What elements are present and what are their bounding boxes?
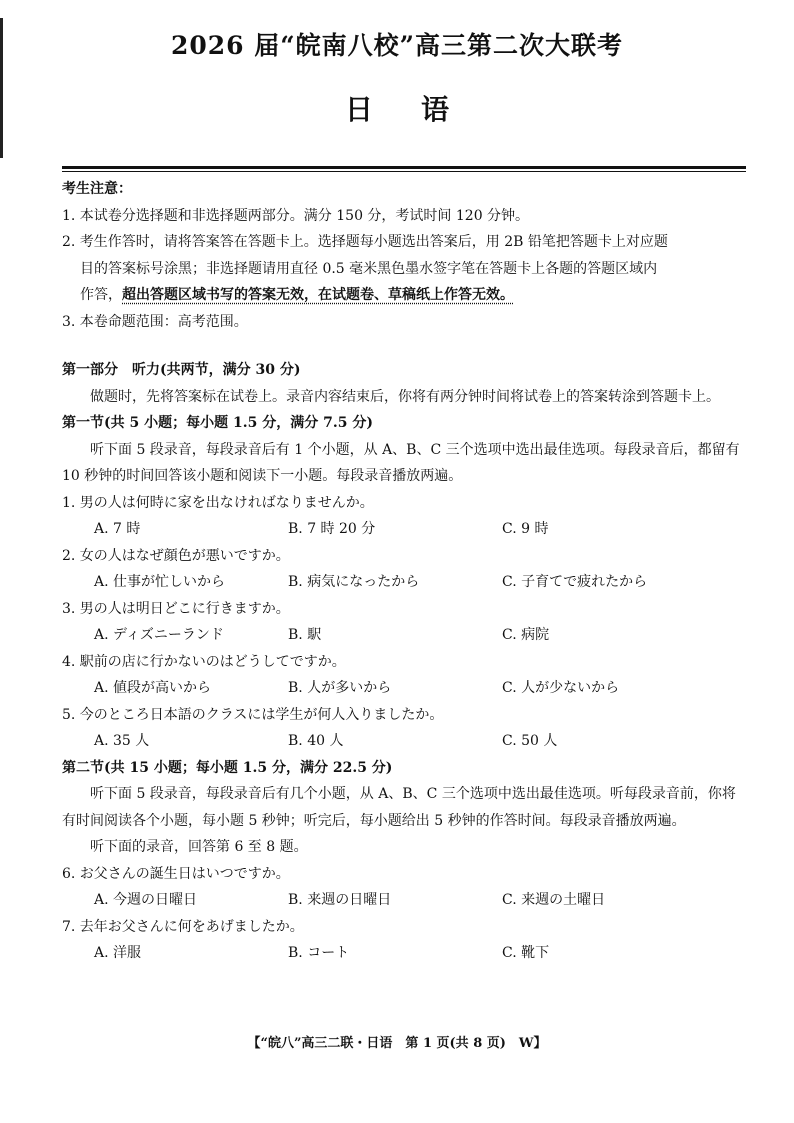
question-5 <box>62 702 748 755</box>
page-content <box>62 176 748 967</box>
option-a: A. 7 時 <box>94 521 141 537</box>
option-c: C. 病院 <box>502 627 550 643</box>
question-text: 5. 今のところ日本語のクラスには学生が何人入りましたか。 <box>62 706 444 723</box>
notice-item-2c-prefix: 作答， <box>80 287 122 303</box>
notice-emphasis: 超出答题区域书写的答案无效，在试题卷、草稿纸上作答无效。 <box>122 287 514 303</box>
question-text: 2. 女の人はなぜ顔色が悪いですか。 <box>62 547 290 564</box>
option-c: C. 子育てで疲れたから <box>502 574 648 590</box>
notice-item-3: 3. 本卷命题范围：高考范围。 <box>62 313 248 330</box>
question-text: 3. 男の人は明日どこに行きますか。 <box>62 600 290 617</box>
part1-intro: 做题时，先将答案标在试卷上。录音内容结束后，你将有两分钟时间将试卷上的答案转涂到答题卡上。 <box>90 388 720 405</box>
question-7 <box>62 914 748 967</box>
options <box>62 887 748 914</box>
options <box>62 940 748 967</box>
section2-heading: 第二节(共 15 小题；每小题 1.5 分，满分 22.5 分) <box>62 759 393 776</box>
option-a: A. 35 人 <box>94 733 150 749</box>
exam-title: 2026 届“皖南八校”高三第二次大联考 <box>170 31 624 60</box>
notice-item-2b: 目的答案标号涂黑；非选择题请用直径 0.5 毫米黑色墨水签字笔在答题卡上各题的答题区域内 <box>80 260 658 277</box>
option-b: B. 人が多いから <box>288 680 392 696</box>
notice-item-1: 1. 本试卷分选择题和非选择题两部分。满分 150 分，考试时间 120 分钟。 <box>62 207 530 224</box>
option-c: C. 靴下 <box>502 945 550 961</box>
option-a: A. 値段が高いから <box>94 680 212 696</box>
option-b: B. 駅 <box>288 627 322 643</box>
option-a: A. ディズニーランド <box>94 627 224 643</box>
section1-intro: 听下面 5 段录音，每段录音后有 1 个小题，从 A、B、C 三个选项中选出最佳选项。每段录音后，都留有 10 秒钟的时间回答该小题和阅读下一小题。每段录音播放两遍。 <box>62 441 740 484</box>
question-text: 1. 男の人は何時に家を出なければなりませんか。 <box>62 494 374 511</box>
notice-item-2c <box>62 282 748 309</box>
question-6 <box>62 861 748 914</box>
section1-heading: 第一节(共 5 小题；每小题 1.5 分，满分 7.5 分) <box>62 415 373 431</box>
option-b: B. 40 人 <box>288 733 344 749</box>
question-text: 4. 駅前の店に行かないのはどうしてですか。 <box>62 653 346 670</box>
section2-sub: 听下面的录音，回答第 6 至 8 题。 <box>90 839 308 855</box>
options <box>62 569 748 596</box>
option-a: A. 今週の日曜日 <box>94 892 198 908</box>
option-b: B. コート <box>288 945 350 961</box>
option-c: C. 50 人 <box>502 733 558 749</box>
question-1 <box>62 490 748 543</box>
section2-intro: 听下面 5 段录音，每段录音后有几个小题，从 A、B、C 三个选项中选出最佳选项。听每段录音前，你将有时间阅读各个小题，每小题 5 秒钟；听完后，每小题给出 5 秒钟的作答时间。每段录音播放两遍。 <box>62 786 736 829</box>
options <box>62 622 748 649</box>
option-b: B. 来週の日曜日 <box>288 892 392 908</box>
option-b: B. 7 時 20 分 <box>288 521 376 537</box>
options <box>62 675 748 702</box>
option-c: C. 人が少ないから <box>502 680 620 696</box>
option-c: C. 9 時 <box>502 521 549 537</box>
option-c: C. 来週の土曜日 <box>502 892 606 908</box>
options <box>62 516 748 543</box>
question-text: 6. お父さんの誕生日はいつですか。 <box>62 865 290 882</box>
question-2 <box>62 543 748 596</box>
notice-item-2a: 2. 考生作答时，请将答案答在答题卡上。选择题每小题选出答案后，用 2B 铅笔把答题卡上对应题 <box>62 234 668 250</box>
notice-heading: 考生注意： <box>62 181 132 197</box>
header-divider <box>62 166 746 172</box>
question-4 <box>62 649 748 702</box>
option-a: A. 洋服 <box>94 945 142 961</box>
page-footer: 【“皖八”高三二联・日语 第 1 页(共 8 页) W】 <box>247 1036 547 1051</box>
options <box>62 728 748 755</box>
question-3 <box>62 596 748 649</box>
part1-heading: 第一部分 听力(共两节，满分 30 分) <box>62 362 301 378</box>
subject-title: 日语 <box>344 93 497 126</box>
option-b: B. 病気になったから <box>288 574 420 590</box>
option-a: A. 仕事が忙しいから <box>94 574 226 590</box>
question-text: 7. 去年お父さんに何をあげましたか。 <box>62 918 304 935</box>
